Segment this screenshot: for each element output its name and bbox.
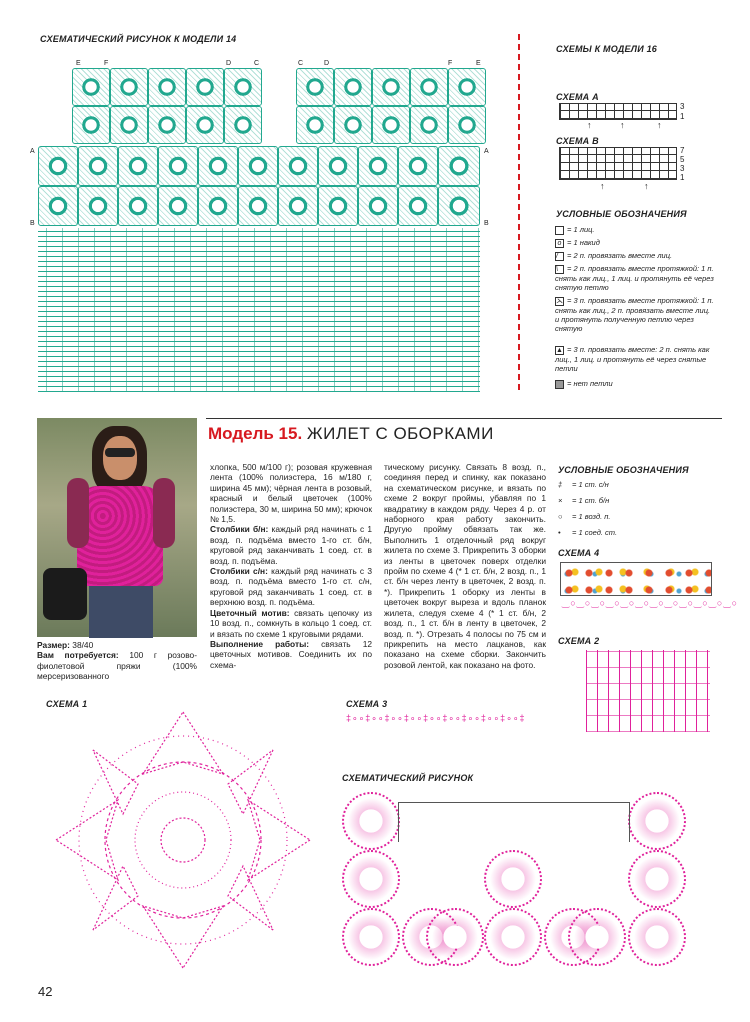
scheme-b-label: СХЕМА В	[556, 136, 599, 146]
motif	[278, 186, 318, 226]
marker-a-right: A	[484, 148, 489, 155]
scheme-3-drawing: ‡∘∘‡∘∘‡∘∘‡∘∘‡∘∘‡∘∘‡∘∘‡∘∘‡∘∘‡	[346, 713, 526, 723]
motif-text: связать цепочку из 10 возд. п., сомкнуть в кольцо 1 соед. ст. и вязать по схеме 1 круговыми рядами.	[210, 607, 372, 639]
sbn-label: Столбики б/н:	[210, 524, 269, 535]
motif	[38, 186, 78, 226]
size-label: Размер:	[37, 640, 70, 650]
marker-b-left: B	[30, 220, 35, 227]
legend-16-item: ⋋ = 3 п. провязать вместе протяжкой: 1 п. снять как лиц., 2 п. провязать вместе лиц. и протянуть полученную петлю через снятую	[555, 296, 714, 333]
legend-15-item: ‡ = 1 ст. с/н	[558, 480, 609, 489]
legend-16-title: УСЛОВНЫЕ ОБОЗНАЧЕНИЯ	[556, 209, 687, 219]
scheme-4-ribbon	[560, 562, 712, 596]
motif	[72, 68, 110, 106]
photo-jeans	[89, 586, 153, 638]
arrow-up-icon: ↑	[644, 181, 649, 191]
schemes-16-title: СХЕМЫ К МОДЕЛИ 16	[556, 44, 657, 54]
motif	[198, 186, 238, 226]
motif	[78, 146, 118, 186]
motif	[110, 106, 148, 144]
motif	[334, 106, 372, 144]
motif	[198, 146, 238, 186]
motif	[224, 68, 262, 106]
motif	[78, 186, 118, 226]
legend-15-title: УСЛОВНЫЕ ОБОЗНАЧЕНИЯ	[558, 465, 689, 475]
scheme-2-label: СХЕМА 2	[558, 636, 600, 646]
scheme-1-drawing	[48, 704, 318, 976]
photo-ruffle	[153, 478, 175, 548]
materials-text: хлопка, 500 м/100 г); розовая кружевная лента (100% полиэстера, 16 м/180 г, ширина 45 мм); чёрная лента в розовый, красный и белый цветочек (100% полиэстера, 30 м, ширина 50 мм); крючок № 1,5.	[210, 462, 372, 525]
marker-d2: D	[324, 60, 330, 67]
work-text: связать 12 цветочных мотивов. Соединить их по схема-	[210, 638, 373, 670]
no-stitch-icon	[555, 380, 564, 389]
motif	[148, 106, 186, 144]
dc-symbol-icon: ‡	[558, 480, 563, 489]
arrow-up-icon: ↑	[657, 120, 662, 130]
motif	[484, 908, 542, 966]
motif	[224, 106, 262, 144]
motif	[186, 68, 224, 106]
scheme-b-row: 3	[680, 164, 685, 173]
photo-vest	[77, 486, 163, 586]
motif	[484, 850, 542, 908]
marker-d: D	[226, 60, 232, 67]
sk2p-icon: ⋋	[556, 297, 563, 305]
motif	[410, 106, 448, 144]
triangle-icon: ▲	[556, 346, 563, 354]
marker-f: F	[104, 60, 109, 67]
motif	[372, 106, 410, 144]
marker-e2: E	[476, 60, 481, 67]
motif	[118, 146, 158, 186]
motif	[410, 68, 448, 106]
motif	[398, 186, 438, 226]
divider-dashed	[518, 34, 520, 390]
motif	[342, 908, 400, 966]
scheme-a-grid	[559, 103, 677, 120]
mesh-body	[38, 228, 480, 392]
legend-16-item: = 1 лиц.	[555, 225, 715, 235]
legend-16-item: / = 2 п. провязать вместе лиц.	[556, 251, 673, 260]
ssn-label: Столбики с/н:	[210, 566, 268, 577]
motif	[628, 792, 686, 850]
sc-symbol-icon: ×	[558, 496, 563, 505]
photo-bag	[43, 568, 87, 620]
motif	[110, 68, 148, 106]
size-block	[37, 640, 197, 682]
article-col-2	[384, 462, 546, 670]
page-number: 42	[38, 984, 53, 999]
motif	[148, 68, 186, 106]
motif	[296, 68, 334, 106]
motif	[448, 106, 486, 144]
legend-16-item: \ = 2 п. провязать вместе протяжкой: 1 п. снять как лиц., 1 лиц. и протянуть её через снятую петлю	[555, 264, 714, 292]
header-rule	[206, 418, 722, 419]
motif	[238, 146, 278, 186]
arrow-up-icon: ↑	[600, 181, 605, 191]
scheme-a-row: 1	[680, 112, 685, 121]
instructions-text: тическому рисунку. Связать 8 возд. п., соединяя перед и спинку, как показано на схематическом рисунке, и вязать по схеме 2 вокруг проймы, убавляя по 1 квадратику в каждом ряду. Через 4 р. от наборного края работу закончить. Другую пройму обвязать так же. Выполнить 1 отделочный ряд вокруг жилета по схеме 3. Прикрепить 3 оборки из ленты в цветочек поверх отделки пройм по схеме 4 (* 1 ст. б/н, 2 возд. п., 1 ст. б/н через ленту в цветочек, 2 возд. п. *). Прикрепить 1 оборку из ленты в цветочек вокруг выреза и вдоль планок жилета, следуя схеме 4 (* 1 ст. б/н, 2 возд. п., 1 ст. б/н в ленту в цветочек, 2 возд. п. *). Отрезать 4 полосы по 75 см и прикрепить на место лацканов, как показано на схеме сборки. Закончить розовой лентой, как показано на фото.	[384, 462, 546, 670]
photo-face	[103, 436, 137, 480]
marker-f2: F	[448, 60, 453, 67]
motif	[568, 908, 626, 966]
model-title	[208, 424, 494, 444]
motif	[438, 146, 480, 186]
scheme-2-drawing	[586, 650, 710, 732]
scheme-b-row: 1	[680, 173, 685, 182]
model-photo	[37, 418, 197, 637]
motif	[372, 68, 410, 106]
scheme-b-grid	[559, 147, 677, 180]
marker-e: E	[76, 60, 81, 67]
motif	[278, 146, 318, 186]
model-number: Модель 15.	[208, 424, 303, 443]
model-name: ЖИЛЕТ С ОБОРКАМИ	[306, 424, 494, 443]
marker-c: C	[254, 60, 260, 67]
schematic-outline	[398, 802, 630, 842]
marker-c2: C	[298, 60, 304, 67]
legend-15-item: × = 1 ст. б/н	[558, 496, 610, 505]
legend-16-item: ▲ = 3 п. провязать вместе: 2 п. снять как лиц., 1 лиц. и протянуть её через снятые петли	[555, 345, 710, 373]
motif	[358, 146, 398, 186]
motif	[296, 106, 334, 144]
motif-label: Цветочный мотив:	[210, 607, 290, 618]
legend-15-item: • = 1 соед. ст.	[558, 528, 618, 537]
schematic-15-label: СХЕМАТИЧЕСКИЙ РИСУНОК	[342, 773, 474, 783]
scheme-3-label: СХЕМА 3	[346, 699, 388, 709]
size-value: 38/40	[72, 640, 94, 650]
photo-sunglasses	[105, 448, 135, 457]
motif	[342, 850, 400, 908]
motif	[158, 146, 198, 186]
motif	[438, 186, 480, 226]
motif	[238, 186, 278, 226]
motif	[448, 68, 486, 106]
scheme-a-row: 3	[680, 102, 685, 111]
scheme-a-label: СХЕМА А	[556, 92, 599, 102]
motif	[628, 908, 686, 966]
motif	[358, 186, 398, 226]
motif	[158, 186, 198, 226]
yarn-over-icon: o	[555, 239, 564, 248]
marker-a-left: A	[30, 148, 35, 155]
slip-stitch-icon: •	[558, 528, 561, 537]
motif	[318, 146, 358, 186]
motif	[426, 908, 484, 966]
legend-16-item: = нет петли	[555, 379, 715, 389]
motif	[72, 106, 110, 144]
article-col-1	[210, 462, 372, 670]
scheme-1-label: СХЕМА 1	[46, 699, 88, 709]
motif	[118, 186, 158, 226]
arrow-up-icon: ↑	[587, 120, 592, 130]
motif	[628, 850, 686, 908]
arrow-up-icon: ↑	[620, 120, 625, 130]
marker-b-right: B	[484, 220, 489, 227]
chain-symbol-icon: ○	[558, 512, 563, 521]
work-label: Выполнение работы:	[210, 638, 310, 649]
ssn-text: каждый ряд начинать с 3 возд. п. подъёма вместо 1-го ст. с/н, круговой ряд заканчивать 1 соед. ст. в верхнюю возд. п. подъёма.	[210, 566, 372, 608]
needs-label: Вам потребуется:	[37, 650, 119, 661]
scheme-b-row: 7	[680, 146, 685, 155]
photo-ruffle	[67, 478, 89, 548]
ssk-icon: \	[555, 265, 564, 274]
scheme-4-label: СХЕМА 4	[558, 548, 600, 558]
legend-16-item: o = 1 накид	[555, 238, 715, 248]
scheme-4-stitches: ‿○‿○‿○‿○‿○‿○‿○‿○‿○‿○‿○‿○	[562, 598, 739, 608]
scheme-b-row: 5	[680, 155, 685, 164]
motif	[38, 146, 78, 186]
needs-text: 100 г розово-фиолетовой пряжи (100% мерсеризованного	[37, 650, 197, 682]
motif	[398, 146, 438, 186]
sbn-text: каждый ряд начинать с 1 возд. п. подъёма вместо 1-го ст. б/н, круговой ряд заканчивать 1 соед. ст. в возд. п. подъёма.	[210, 524, 372, 566]
legend-15-item: ○ = 1 возд. п.	[558, 512, 611, 521]
motif	[334, 68, 372, 106]
motif	[318, 186, 358, 226]
motif	[342, 792, 400, 850]
knit-icon	[555, 226, 564, 235]
k2tog-icon: /	[555, 252, 564, 261]
motif	[186, 106, 224, 144]
schematic-14-title: СХЕМАТИЧЕСКИЙ РИСУНОК К МОДЕЛИ 14	[40, 34, 237, 44]
